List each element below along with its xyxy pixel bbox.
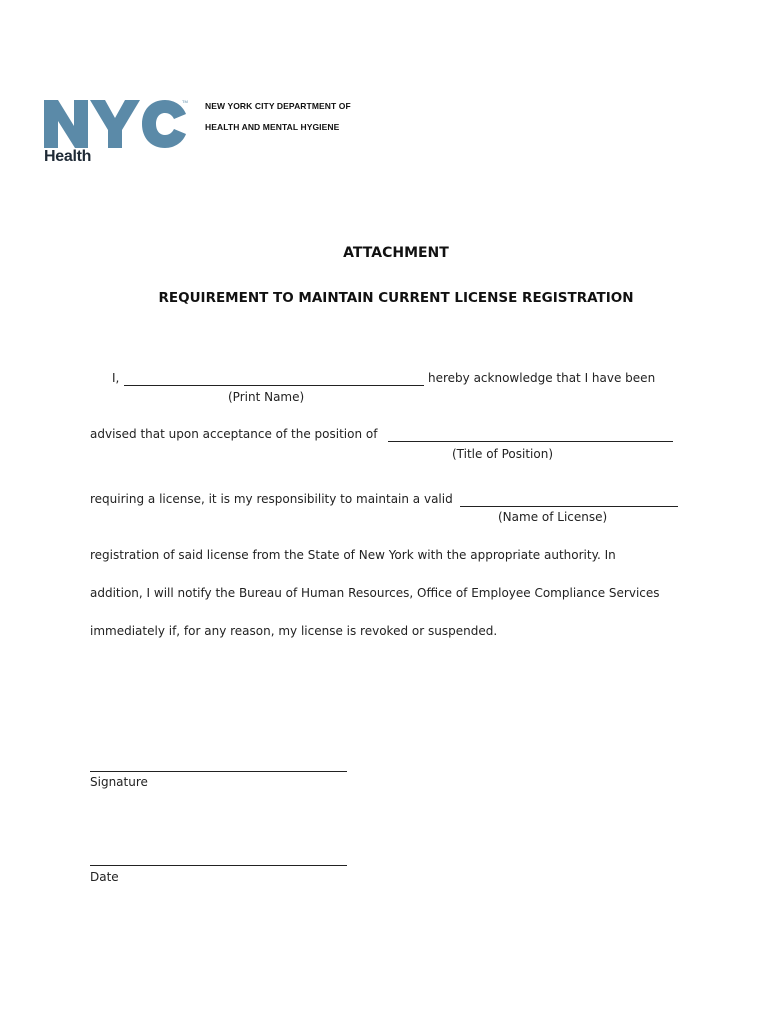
license-name-field[interactable] [460,506,678,507]
date-field[interactable] [90,865,347,866]
document-title: ATTACHMENT [343,245,449,261]
paragraph-line-5: addition, I will notify the Bureau of Human Resources, Office of Employee Compliance Services [90,586,660,600]
nyc-logo-icon [44,98,188,150]
position-title-field[interactable] [388,441,673,442]
line3-prefix: requiring a license, it is my responsibility to maintain a valid [90,492,453,506]
department-name-line1: NEW YORK CITY DEPARTMENT OF [205,101,351,111]
svg-text:TM: TM [182,99,188,104]
signature-label: Signature [90,775,148,789]
paragraph-line-4: registration of said license from the State of New York with the appropriate authority. In [90,548,616,562]
position-title-caption: (Title of Position) [452,447,553,461]
department-name-line2: HEALTH AND MENTAL HYGIENE [205,122,340,132]
print-name-field[interactable] [124,385,424,386]
nyc-health-logo [44,98,188,170]
logo-health-text: Health [44,148,92,165]
document-subtitle: REQUIREMENT TO MAINTAIN CURRENT LICENSE REGISTRATION [158,290,634,306]
line2-prefix: advised that upon acceptance of the position of [90,427,378,441]
signature-field[interactable] [90,771,347,772]
paragraph-line-6: immediately if, for any reason, my license is revoked or suspended. [90,624,498,638]
line1-suffix: hereby acknowledge that I have been [428,371,656,385]
line1-prefix: I, [112,371,120,385]
license-name-caption: (Name of License) [498,510,608,524]
print-name-caption: (Print Name) [228,390,305,404]
date-label: Date [90,870,119,884]
